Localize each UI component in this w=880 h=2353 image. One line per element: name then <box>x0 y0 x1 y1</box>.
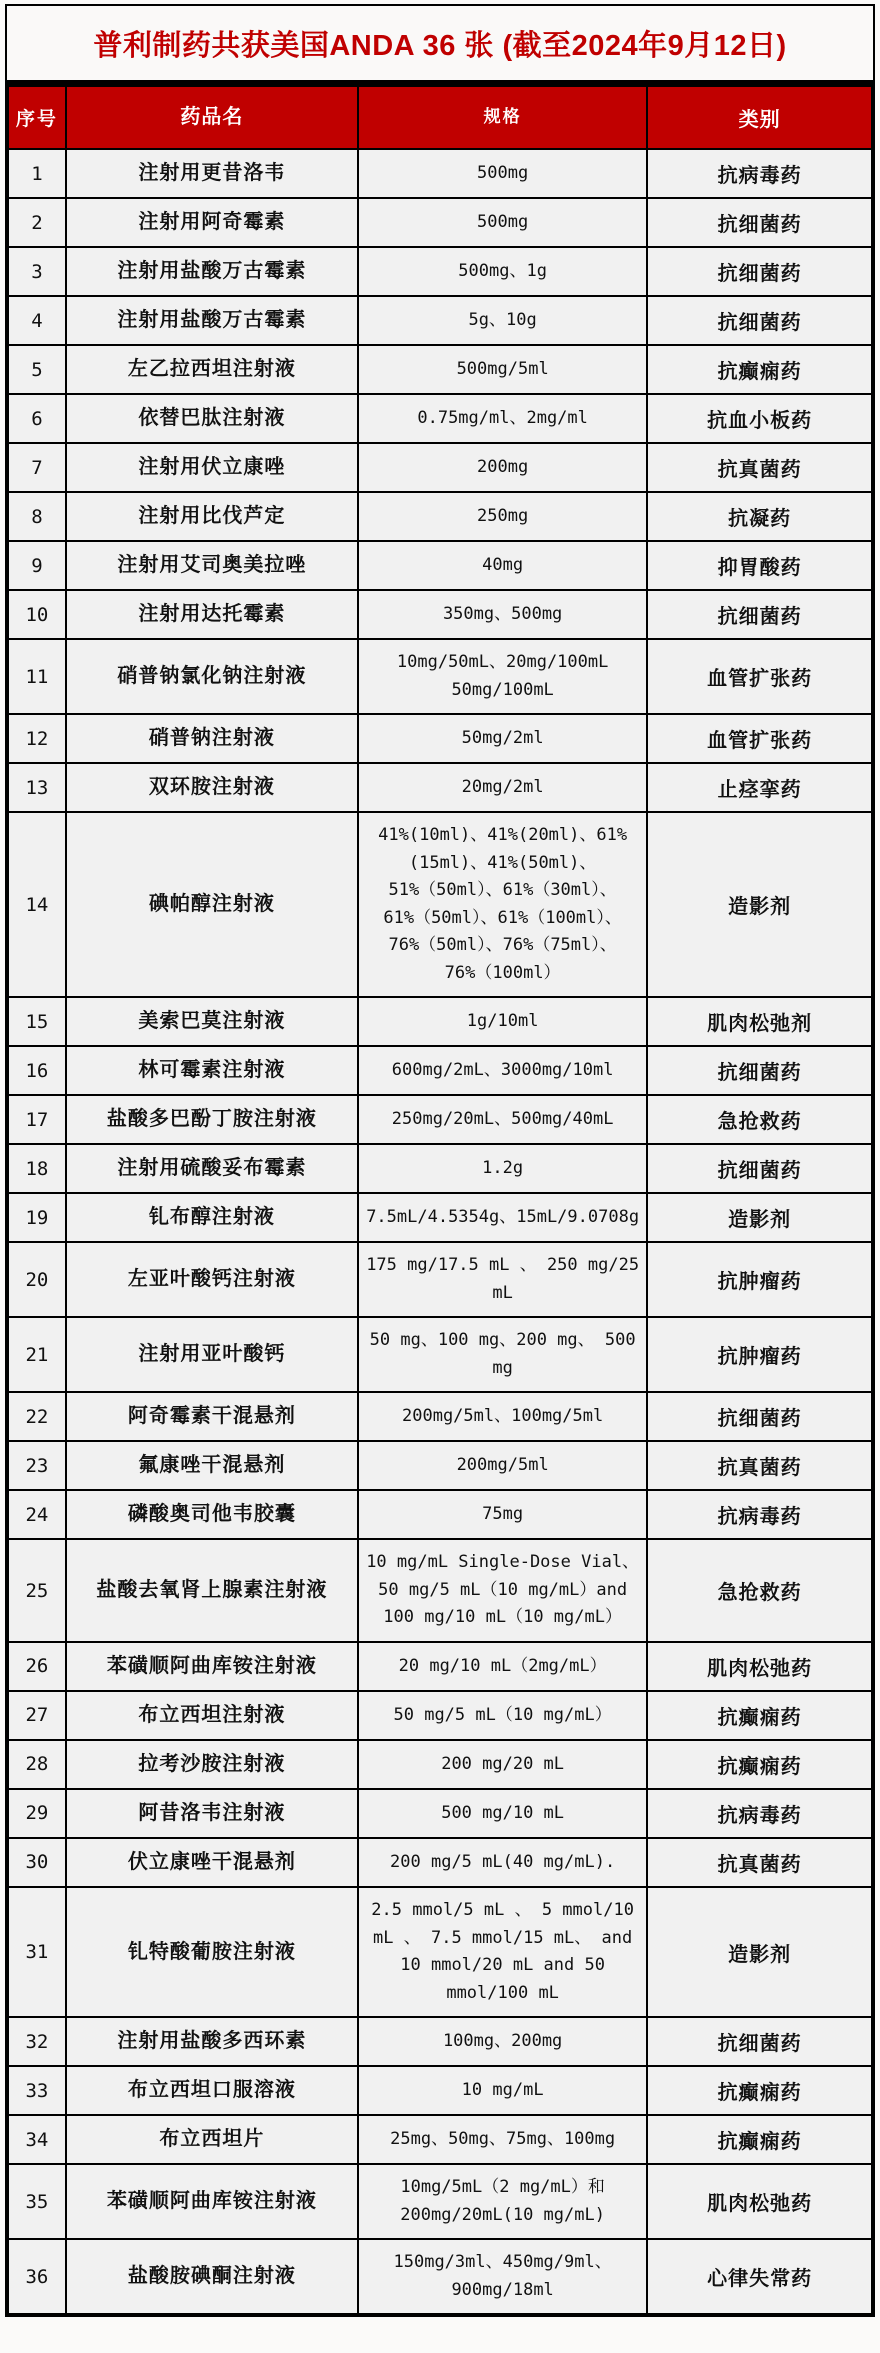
row-index-cell: 1 <box>8 149 66 198</box>
table-row <box>8 763 872 812</box>
drug-name-cell: 碘帕醇注射液 <box>66 812 358 997</box>
category-cell: 抗病毒药 <box>647 149 872 198</box>
row-index-cell: 33 <box>8 2066 66 2115</box>
drug-name-cell: 盐酸多巴酚丁胺注射液 <box>66 1095 358 1144</box>
spec-cell: 250mg/20mL、500mg/40mL <box>358 1095 647 1144</box>
row-index-cell: 17 <box>8 1095 66 1144</box>
column-header-index: 序号 <box>8 86 66 149</box>
category-cell: 血管扩张药 <box>647 639 872 714</box>
drug-name-cell: 硝普钠注射液 <box>66 714 358 763</box>
table-row <box>8 812 872 997</box>
table-row <box>8 1144 872 1193</box>
drug-name-cell: 苯磺顺阿曲库铵注射液 <box>66 1642 358 1691</box>
table-row <box>8 1046 872 1095</box>
table-row <box>8 1887 872 2017</box>
spec-cell: 50 mg/5 mL（10 mg/mL） <box>358 1691 647 1740</box>
drug-name-cell: 硝普钠氯化钠注射液 <box>66 639 358 714</box>
row-index-cell: 29 <box>8 1789 66 1838</box>
category-cell: 抗细菌药 <box>647 296 872 345</box>
row-index-cell: 13 <box>8 763 66 812</box>
drug-name-cell: 磷酸奥司他韦胶囊 <box>66 1490 358 1539</box>
row-index-cell: 9 <box>8 541 66 590</box>
spec-cell: 200mg/5ml、100mg/5ml <box>358 1392 647 1441</box>
drug-name-cell: 苯磺顺阿曲库铵注射液 <box>66 2164 358 2239</box>
drug-name-cell: 左乙拉西坦注射液 <box>66 345 358 394</box>
category-cell: 抗血小板药 <box>647 394 872 443</box>
drug-name-cell: 伏立康唑干混悬剂 <box>66 1838 358 1887</box>
table-row <box>8 394 872 443</box>
drug-name-cell: 盐酸去氧肾上腺素注射液 <box>66 1539 358 1642</box>
row-index-cell: 27 <box>8 1691 66 1740</box>
spec-cell: 10 mg/mL Single-Dose Vial、 50 mg/5 mL（10 mg/mL）and 100 mg/10 mL（10 mg/mL） <box>358 1539 647 1642</box>
table-row <box>8 997 872 1046</box>
category-cell: 止痉挛药 <box>647 763 872 812</box>
category-cell: 造影剂 <box>647 1193 872 1242</box>
category-cell: 抗细菌药 <box>647 1144 872 1193</box>
column-header-spec: 规格 <box>358 86 647 149</box>
table-row <box>8 1317 872 1392</box>
table-row <box>8 1095 872 1144</box>
column-header-drug-name: 药品名 <box>66 86 358 149</box>
drug-name-cell: 注射用盐酸多西环素 <box>66 2017 358 2066</box>
category-cell: 血管扩张药 <box>647 714 872 763</box>
category-cell: 抗凝药 <box>647 492 872 541</box>
row-index-cell: 25 <box>8 1539 66 1642</box>
table-row <box>8 1642 872 1691</box>
table-row <box>8 1740 872 1789</box>
row-index-cell: 21 <box>8 1317 66 1392</box>
spec-cell: 500mg/5ml <box>358 345 647 394</box>
spec-cell: 500mg <box>358 198 647 247</box>
table-title: 普利制药共获美国ANDA 36 张 (截至2024年9月12日) <box>7 6 873 85</box>
spec-cell: 0.75mg/ml、2mg/ml <box>358 394 647 443</box>
spec-cell: 200 mg/20 mL <box>358 1740 647 1789</box>
drug-name-cell: 布立西坦注射液 <box>66 1691 358 1740</box>
row-index-cell: 8 <box>8 492 66 541</box>
drug-name-cell: 林可霉素注射液 <box>66 1046 358 1095</box>
drug-name-cell: 注射用盐酸万古霉素 <box>66 247 358 296</box>
category-cell: 抗细菌药 <box>647 198 872 247</box>
category-cell: 肌肉松弛药 <box>647 1642 872 1691</box>
spec-cell: 600mg/2mL、3000mg/10ml <box>358 1046 647 1095</box>
spec-cell: 250mg <box>358 492 647 541</box>
category-cell: 急抢救药 <box>647 1539 872 1642</box>
row-index-cell: 28 <box>8 1740 66 1789</box>
spec-cell: 500mg、1g <box>358 247 647 296</box>
row-index-cell: 18 <box>8 1144 66 1193</box>
row-index-cell: 20 <box>8 1242 66 1317</box>
drug-name-cell: 左亚叶酸钙注射液 <box>66 1242 358 1317</box>
spec-cell: 41%(10ml)、41%(20ml)、61%(15ml)、41%(50ml)、51%（50ml）、61%（30ml）、61%（50ml）、61%（100ml）、76%（50ml）、76%（75ml）、76%（100ml） <box>358 812 647 997</box>
row-index-cell: 30 <box>8 1838 66 1887</box>
row-index-cell: 6 <box>8 394 66 443</box>
category-cell: 抗癫痫药 <box>647 1691 872 1740</box>
spec-cell: 10 mg/mL <box>358 2066 647 2115</box>
row-index-cell: 2 <box>8 198 66 247</box>
row-index-cell: 32 <box>8 2017 66 2066</box>
drug-name-cell: 钆特酸葡胺注射液 <box>66 1887 358 2017</box>
row-index-cell: 24 <box>8 1490 66 1539</box>
table-row <box>8 149 872 198</box>
category-cell: 抗肿瘤药 <box>647 1242 872 1317</box>
drug-name-cell: 依替巴肽注射液 <box>66 394 358 443</box>
table-row <box>8 1838 872 1887</box>
table-row <box>8 2239 872 2314</box>
category-cell: 抗细菌药 <box>647 1392 872 1441</box>
category-cell: 抗细菌药 <box>647 247 872 296</box>
table-row <box>8 2066 872 2115</box>
category-cell: 心律失常药 <box>647 2239 872 2314</box>
category-cell: 抗真菌药 <box>647 1441 872 1490</box>
spec-cell: 50mg/2ml <box>358 714 647 763</box>
drug-name-cell: 注射用阿奇霉素 <box>66 198 358 247</box>
spec-cell: 500 mg/10 mL <box>358 1789 647 1838</box>
row-index-cell: 12 <box>8 714 66 763</box>
row-index-cell: 10 <box>8 590 66 639</box>
spec-cell: 500mg <box>358 149 647 198</box>
spec-cell: 100mg、200mg <box>358 2017 647 2066</box>
category-cell: 抑胃酸药 <box>647 541 872 590</box>
row-index-cell: 34 <box>8 2115 66 2164</box>
table-row <box>8 2115 872 2164</box>
row-index-cell: 15 <box>8 997 66 1046</box>
drug-name-cell: 布立西坦口服溶液 <box>66 2066 358 2115</box>
row-index-cell: 22 <box>8 1392 66 1441</box>
header-row <box>8 86 872 149</box>
table-row <box>8 492 872 541</box>
spec-cell: 50 mg、100 mg、200 mg、 500 mg <box>358 1317 647 1392</box>
table-body <box>8 149 872 2314</box>
row-index-cell: 31 <box>8 1887 66 2017</box>
spec-cell: 200mg <box>358 443 647 492</box>
drug-name-cell: 注射用伏立康唑 <box>66 443 358 492</box>
table-row <box>8 1193 872 1242</box>
spec-cell: 200mg/5ml <box>358 1441 647 1490</box>
spec-cell: 150mg/3ml、450mg/9ml、900mg/18ml <box>358 2239 647 2314</box>
spec-cell: 1.2g <box>358 1144 647 1193</box>
table-row <box>8 714 872 763</box>
table-row <box>8 247 872 296</box>
row-index-cell: 36 <box>8 2239 66 2314</box>
spec-cell: 200 mg/5 mL(40 mg/mL). <box>358 1838 647 1887</box>
spec-cell: 20mg/2ml <box>358 763 647 812</box>
spec-cell: 2.5 mmol/5 mL 、 5 mmol/10 mL 、 7.5 mmol/15 mL、 and 10 mmol/20 mL and 50 mmol/100 mL <box>358 1887 647 2017</box>
drug-name-cell: 阿昔洛韦注射液 <box>66 1789 358 1838</box>
row-index-cell: 4 <box>8 296 66 345</box>
spec-cell: 20 mg/10 mL（2mg/mL） <box>358 1642 647 1691</box>
row-index-cell: 11 <box>8 639 66 714</box>
row-index-cell: 19 <box>8 1193 66 1242</box>
category-cell: 抗细菌药 <box>647 1046 872 1095</box>
table-row <box>8 443 872 492</box>
table-row <box>8 1691 872 1740</box>
category-cell: 造影剂 <box>647 812 872 997</box>
category-cell: 抗细菌药 <box>647 2017 872 2066</box>
table-row <box>8 345 872 394</box>
table-row <box>8 1539 872 1642</box>
spec-cell: 350mg、500mg <box>358 590 647 639</box>
anda-approvals-table <box>7 85 873 2315</box>
spec-cell: 175 mg/17.5 mL 、 250 mg/25 mL <box>358 1242 647 1317</box>
table-row <box>8 2017 872 2066</box>
row-index-cell: 35 <box>8 2164 66 2239</box>
category-cell: 抗病毒药 <box>647 1490 872 1539</box>
table-row <box>8 639 872 714</box>
spec-cell: 25mg、50mg、75mg、100mg <box>358 2115 647 2164</box>
spec-cell: 5g、10g <box>358 296 647 345</box>
category-cell: 抗癫痫药 <box>647 2115 872 2164</box>
drug-name-cell: 注射用比伐芦定 <box>66 492 358 541</box>
spec-cell: 10mg/5mL（2 mg/mL）和 200mg/20mL(10 mg/mL) <box>358 2164 647 2239</box>
category-cell: 抗真菌药 <box>647 443 872 492</box>
row-index-cell: 23 <box>8 1441 66 1490</box>
category-cell: 抗癫痫药 <box>647 1740 872 1789</box>
drug-name-cell: 注射用亚叶酸钙 <box>66 1317 358 1392</box>
spec-cell: 75mg <box>358 1490 647 1539</box>
spec-cell: 7.5mL/4.5354g、15mL/9.0708g <box>358 1193 647 1242</box>
category-cell: 肌肉松弛药 <box>647 2164 872 2239</box>
table-row <box>8 1242 872 1317</box>
table-row <box>8 1392 872 1441</box>
drug-name-cell: 注射用更昔洛韦 <box>66 149 358 198</box>
category-cell: 抗病毒药 <box>647 1789 872 1838</box>
category-cell: 抗真菌药 <box>647 1838 872 1887</box>
drug-name-cell: 注射用硫酸妥布霉素 <box>66 1144 358 1193</box>
category-cell: 肌肉松弛剂 <box>647 997 872 1046</box>
row-index-cell: 3 <box>8 247 66 296</box>
drug-name-cell: 拉考沙胺注射液 <box>66 1740 358 1789</box>
spec-cell: 10mg/50mL、20mg/100mL 50mg/100mL <box>358 639 647 714</box>
row-index-cell: 16 <box>8 1046 66 1095</box>
table-row <box>8 1441 872 1490</box>
drug-name-cell: 双环胺注射液 <box>66 763 358 812</box>
column-header-category: 类别 <box>647 86 872 149</box>
category-cell: 急抢救药 <box>647 1095 872 1144</box>
drug-name-cell: 布立西坦片 <box>66 2115 358 2164</box>
drug-name-cell: 盐酸胺碘酮注射液 <box>66 2239 358 2314</box>
category-cell: 抗癫痫药 <box>647 345 872 394</box>
drug-name-cell: 氟康唑干混悬剂 <box>66 1441 358 1490</box>
drug-name-cell: 美索巴莫注射液 <box>66 997 358 1046</box>
row-index-cell: 7 <box>8 443 66 492</box>
anda-table-panel <box>5 4 875 2317</box>
category-cell: 抗细菌药 <box>647 590 872 639</box>
spec-cell: 1g/10ml <box>358 997 647 1046</box>
table-row <box>8 2164 872 2239</box>
category-cell: 抗肿瘤药 <box>647 1317 872 1392</box>
drug-name-cell: 注射用达托霉素 <box>66 590 358 639</box>
table-row <box>8 296 872 345</box>
table-row <box>8 541 872 590</box>
drug-name-cell: 阿奇霉素干混悬剂 <box>66 1392 358 1441</box>
drug-name-cell: 钆布醇注射液 <box>66 1193 358 1242</box>
drug-name-cell: 注射用艾司奥美拉唑 <box>66 541 358 590</box>
table-row <box>8 1789 872 1838</box>
table-row <box>8 1490 872 1539</box>
table-row <box>8 198 872 247</box>
row-index-cell: 14 <box>8 812 66 997</box>
spec-cell: 40mg <box>358 541 647 590</box>
category-cell: 抗癫痫药 <box>647 2066 872 2115</box>
row-index-cell: 5 <box>8 345 66 394</box>
category-cell: 造影剂 <box>647 1887 872 2017</box>
drug-name-cell: 注射用盐酸万古霉素 <box>66 296 358 345</box>
table-row <box>8 590 872 639</box>
row-index-cell: 26 <box>8 1642 66 1691</box>
